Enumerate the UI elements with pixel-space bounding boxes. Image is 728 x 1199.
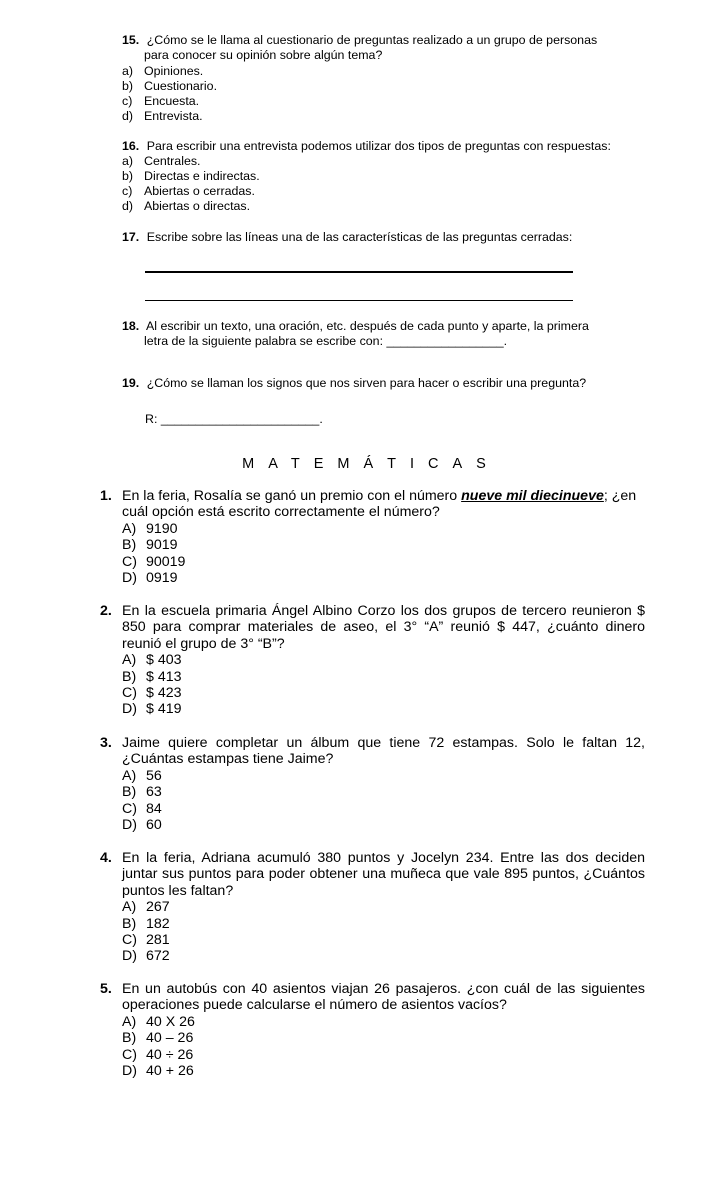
question-text: ¿Cómo se llaman los signos que nos sirven para hacer o escribir una pregunta? (146, 376, 587, 390)
option-c: C) 90019 (122, 553, 186, 570)
option-d: D) 672 (122, 948, 170, 965)
question-19 (122, 376, 642, 391)
option-d: D) 0919 (122, 569, 178, 586)
option-b: b) Directas e indirectas. (122, 169, 260, 183)
options-list (122, 768, 645, 834)
question-number: 16. (122, 139, 140, 153)
math-question-4 (100, 850, 645, 965)
option-c: c) Encuesta. (122, 94, 200, 108)
question-text: Al escribir un texto, una oración, etc. después de cada punto y aparte, la primera (146, 319, 589, 333)
question-number: 3. (100, 735, 112, 751)
question-text-cont: letra de la siguiente palabra se escribe con: _________________. (144, 334, 508, 349)
option-a: A) 56 (122, 767, 162, 784)
option-d: D) 60 (122, 816, 162, 833)
option-b: b) Cuestionario. (122, 79, 218, 93)
answer-line[interactable] (145, 300, 573, 301)
option-a: A) $ 403 (122, 652, 182, 669)
option-d: D) $ 419 (122, 701, 182, 718)
question-15 (122, 33, 642, 63)
question-number: 15. (122, 33, 140, 47)
option-c: C) 40 ÷ 26 (122, 1046, 194, 1063)
option-b: B) 40 – 26 (122, 1030, 194, 1047)
option-a: a) Opiniones. (122, 64, 204, 78)
option-b: B) 9019 (122, 537, 178, 554)
section-title: MATEMÁTICAS (242, 456, 500, 472)
options-list (122, 652, 645, 718)
question-text-cont: para conocer su opinión sobre algún tema? (144, 48, 383, 63)
question-16 (122, 139, 642, 154)
number-emphasis: nueve mil diecinueve (461, 488, 604, 504)
options-list (122, 521, 645, 587)
question-number: 19. (122, 376, 140, 390)
option-b: B) 182 (122, 915, 170, 932)
option-c: C) 84 (122, 800, 162, 817)
question-text: ¿Cómo se le llama al cuestionario de preguntas realizado a un grupo de personas (146, 33, 598, 47)
question-text: Escribe sobre las líneas una de las características de las preguntas cerradas: (146, 230, 573, 244)
question-number: 4. (100, 850, 112, 866)
question-number: 18. (122, 319, 140, 333)
question-text: En un autobús con 40 asientos viajan 26 pasajeros. ¿con cuál de las siguientes operaciones puede calcularse el número de asientos vacíos? (122, 981, 645, 1014)
option-a: A) 9190 (122, 520, 178, 537)
option-c: C) 281 (122, 932, 170, 948)
option-d: d) Abiertas o directas. (122, 199, 251, 213)
option-c: C) $ 423 (122, 685, 182, 701)
answer-field[interactable]: R: _______________________. (145, 412, 323, 426)
option-a: A) 267 (122, 899, 170, 916)
question-number: 2. (100, 603, 112, 619)
option-d: d) Entrevista. (122, 109, 203, 123)
question-number: 17. (122, 230, 140, 244)
option-c: c) Abiertas o cerradas. (122, 184, 255, 198)
option-a: A) 40 X 26 (122, 1013, 195, 1030)
math-question-5 (100, 981, 645, 1079)
option-b: B) 63 (122, 784, 162, 801)
question-text: En la escuela primaria Ángel Albino Corzo los dos grupos de tercero reunieron $ 850 para comprar materiales de aseo, el 3° “A” reunió $ 447, ¿cuánto dinero reunió el grupo de 3° “B”? (122, 603, 645, 652)
question-text: Jaime quiere completar un álbum que tiene 72 estampas. Solo le faltan 12, ¿Cuántas estampas tiene Jaime? (122, 735, 645, 768)
option-b: B) $ 413 (122, 668, 182, 685)
question-18 (122, 319, 642, 349)
question-text: En la feria, Rosalía se ganó un premio con el número nueve mil diecinueve; ¿en cuál opción está escrito correctamente el número? (122, 488, 637, 521)
option-d: D) 40 + 26 (122, 1062, 194, 1079)
question-number: 1. (100, 488, 112, 504)
math-question-2 (100, 603, 645, 718)
question-text: En la feria, Adriana acumuló 380 puntos y Jocelyn 234. Entre las dos deciden juntar sus puntos para poder obtener una muñeca que vale 895 puntos, ¿Cuántos puntos les faltan? (122, 850, 645, 899)
math-question-1 (100, 488, 645, 586)
math-question-3 (100, 735, 645, 833)
options-list (122, 1014, 645, 1080)
option-a: a) Centrales. (122, 154, 201, 168)
question-17 (122, 230, 642, 245)
answer-line[interactable] (145, 271, 573, 273)
question-number: 5. (100, 981, 112, 997)
question-text: Para escribir una entrevista podemos utilizar dos tipos de preguntas con respuestas: (146, 139, 611, 153)
options-list (122, 899, 645, 965)
